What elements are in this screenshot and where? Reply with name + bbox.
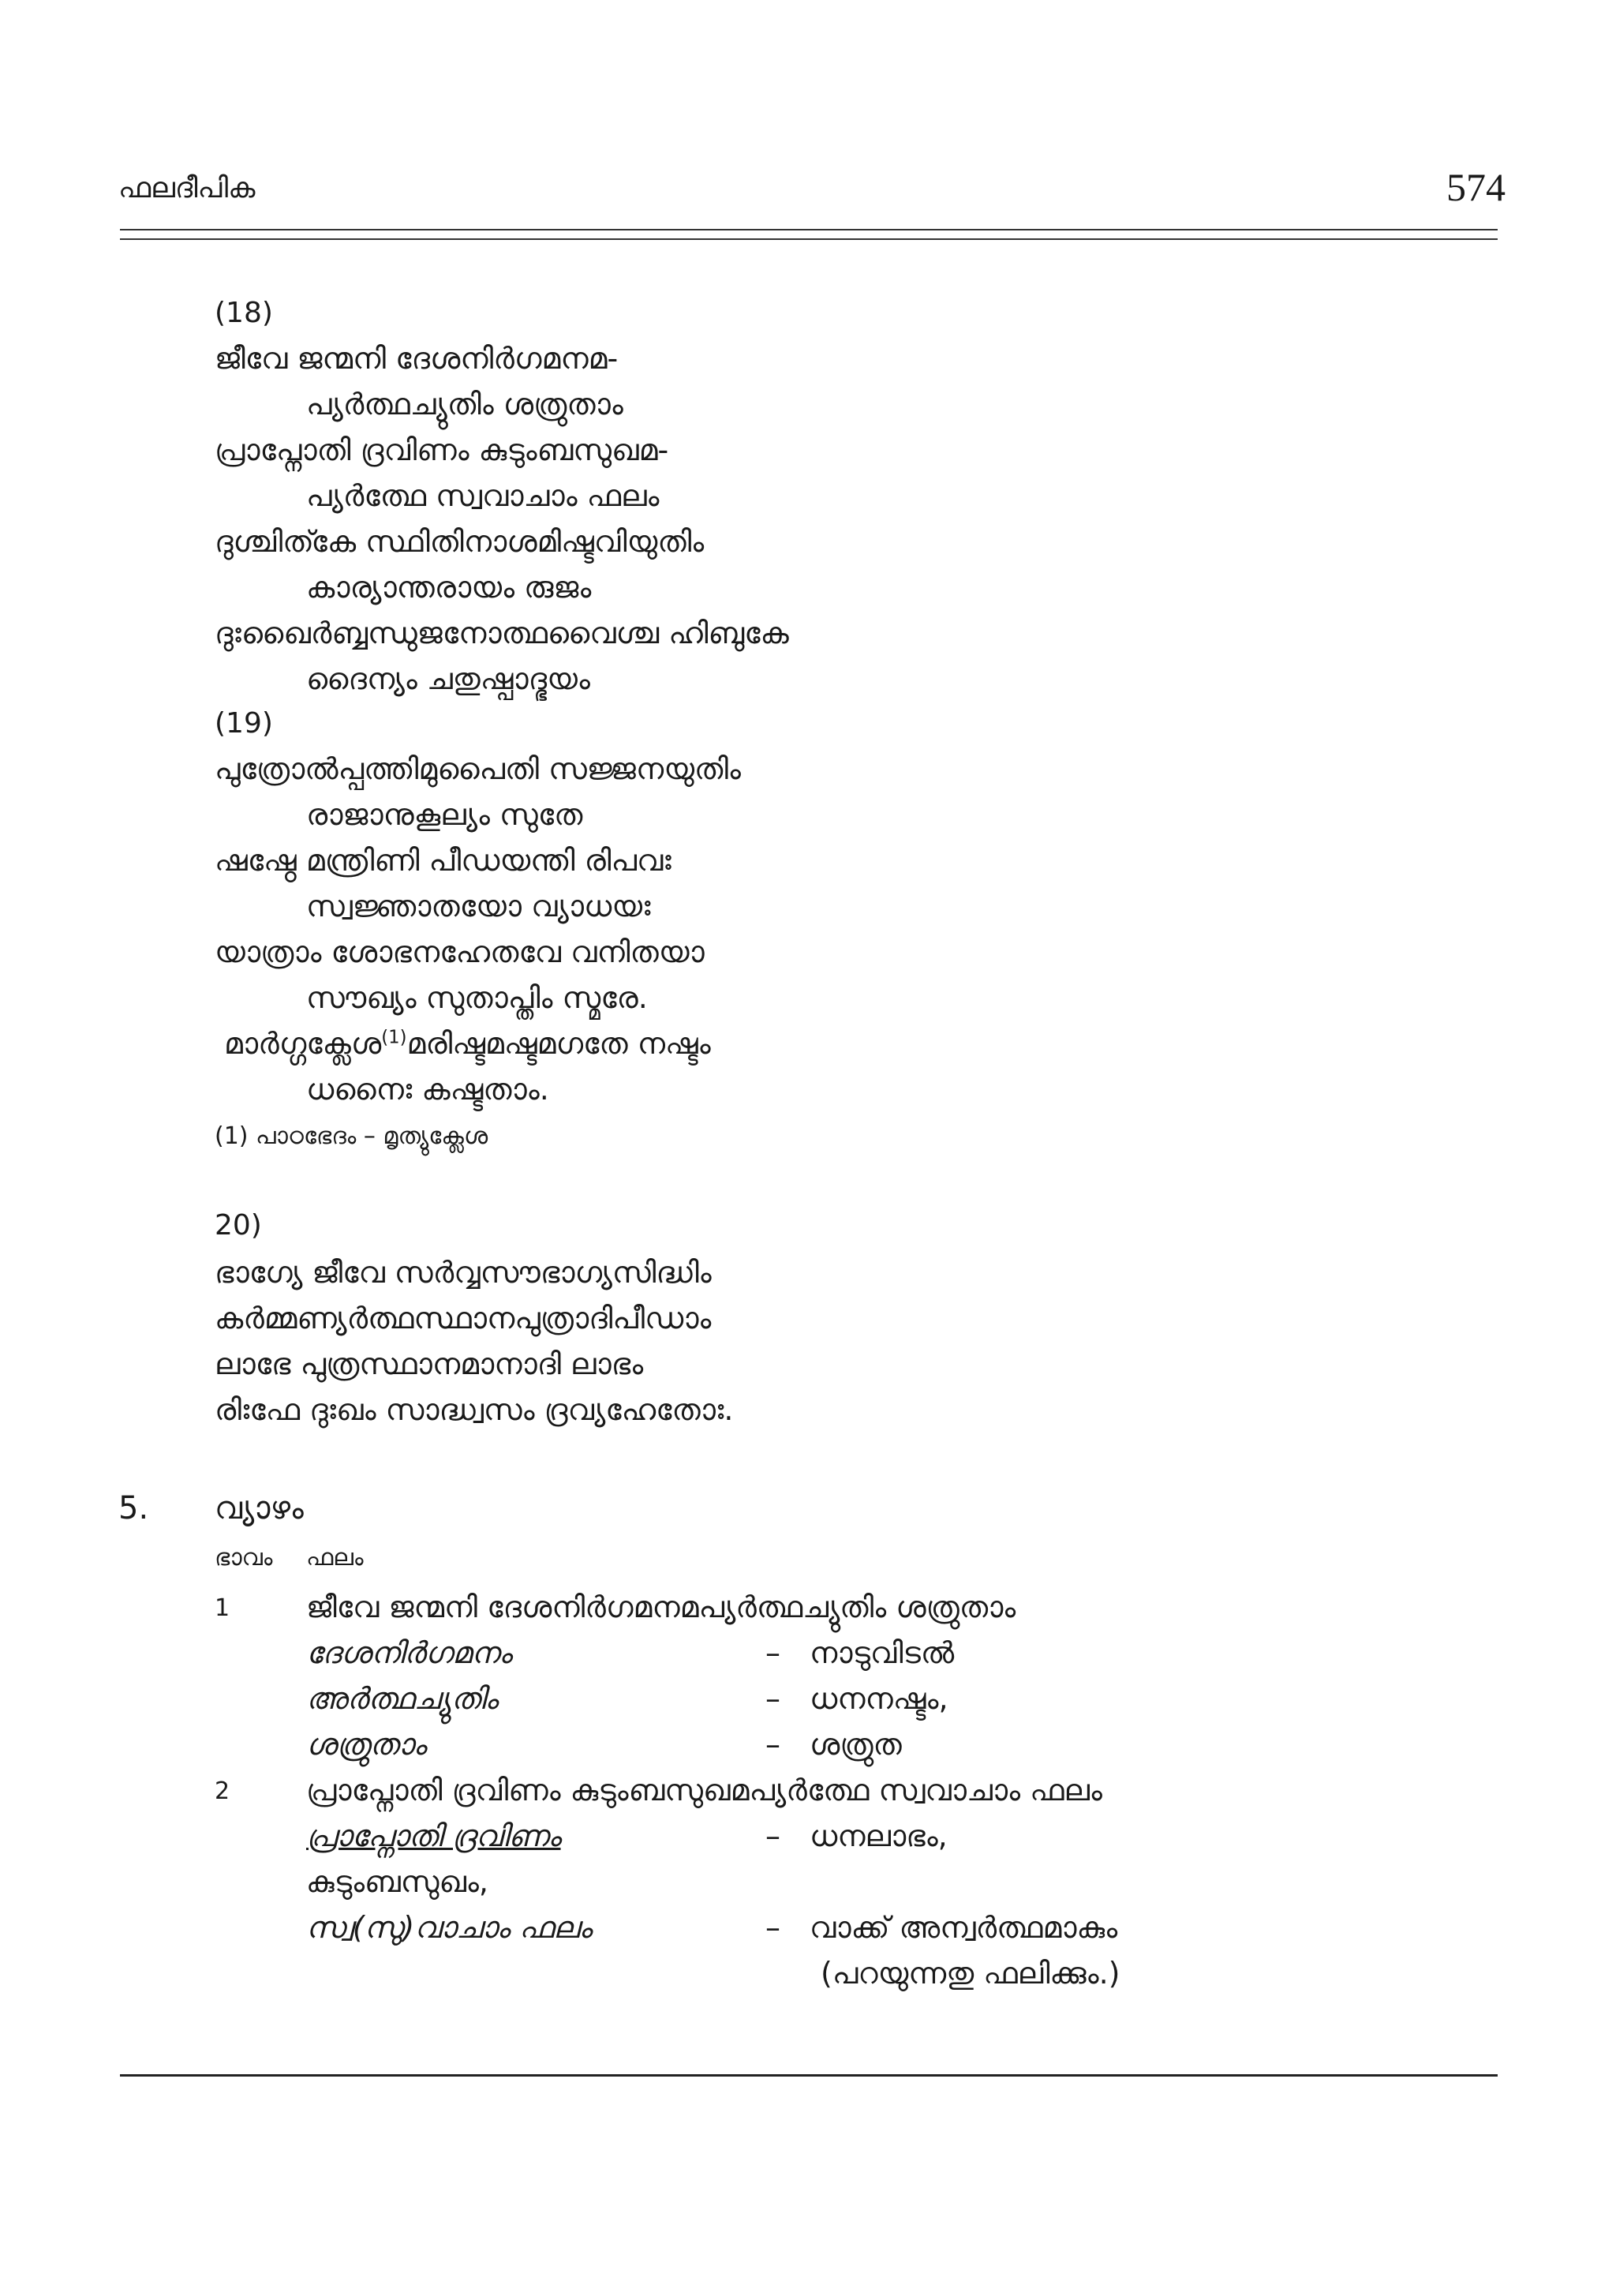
verse-line: സൗഖ്യം സുതാപ്തിം സ്മരേ. — [306, 980, 648, 1015]
meaning: ധനനഷ്ടം, — [810, 1681, 948, 1716]
section-number: 5. — [118, 1490, 149, 1526]
term: കുടുംബസുഖം, — [306, 1864, 488, 1899]
term: അർത്ഥച്യുതിം — [306, 1681, 498, 1716]
verse-line: കാര്യാന്തരായം രുജം — [306, 570, 592, 605]
dash: – — [765, 1635, 780, 1670]
meaning-continuation: (പറയുന്നതു ഫലിക്കും.) — [821, 1956, 1120, 1991]
verse-number-19: (19) — [215, 707, 273, 740]
verse-line: പുത്രോൽപ്പത്തിമുപൈതി സജ്ജനയുതിം — [215, 751, 741, 786]
entry-number-2: 2 — [215, 1777, 230, 1805]
dash: – — [765, 1681, 780, 1716]
term: ശത്രുതാം — [306, 1727, 426, 1762]
meaning: ധനലാഭം, — [810, 1818, 948, 1853]
dash: – — [765, 1727, 780, 1762]
verse-line-prefix: മാർഗ്ഗക്ലേശ — [224, 1026, 382, 1061]
term: ദേശനിർഗമനം — [306, 1635, 512, 1670]
term: പ്രാപ്നോതി ദ്രവിണം — [306, 1818, 561, 1853]
verse-line: രാജാനുകൂല്യം സുതേ — [306, 797, 583, 832]
verse-line: ദുഃഖൈർബ്ബന്ധുജനോത്ഥവൈശ്ച ഹിബുകേ — [215, 616, 789, 650]
verse-line: പ്യർത്ഥച്യുതിം ശത്രുതാം — [306, 387, 623, 421]
verse-line: ദുശ്ചിത്കേ സ്ഥിതിനാശമിഷ്ടവിയുതിം — [215, 524, 705, 559]
verse-line: പ്യർത്ഥേ സ്വവാചാം ഫലം — [306, 478, 660, 513]
entry-number-1: 1 — [215, 1594, 230, 1622]
verse-line: ഭാഗ്യേ ജീവേ സർവ്വസൗഭാഗ്യസിദ്ധിം — [215, 1255, 712, 1290]
header-rule-bottom — [120, 238, 1498, 240]
footer-rule — [120, 2074, 1498, 2077]
verse-line: ജീവേ ജന്മനി ദേശനിർഗമനമ- — [215, 341, 619, 376]
verse-line: സ്വജ്ഞാതയോ വ്യാധയഃ — [306, 889, 651, 923]
footnote: (1) പാഠഭേദം – മൃത്യുക്ലേശ — [215, 1122, 488, 1150]
verse-line: രിഃഫേ ദുഃഖം സാദ്ധ്വസം ദ്രവ്യഹേതോഃ. — [215, 1392, 734, 1427]
verse-line: ദൈന്യം ചതുഷ്പാദ്ഭയം — [306, 661, 590, 696]
verse-line-suffix: മരിഷ്ടമഷ്ടമഗതേ നഷ്ടം — [406, 1026, 711, 1061]
verse-line: ലാഭേ പുത്രസ്ഥാനമാനാദി ലാഭം — [215, 1347, 644, 1381]
entry-line: ജീവേ ജന്മനി ദേശനിർഗമനമപ്യർത്ഥച്യുതിം ശത്രുതാം — [306, 1590, 1016, 1624]
dash: – — [765, 1910, 780, 1945]
verse-line: യാത്രാം ശോഭനഹേതവേ വനിതയാ — [215, 935, 705, 969]
column-header-phalam: ഫലം — [306, 1544, 364, 1571]
dash: – — [765, 1818, 780, 1853]
page-number: 574 — [1446, 165, 1506, 209]
entry-line: പ്രാപ്നോതി ദ്രവിണം കുടുംബസുഖമപ്യർത്ഥേ സ്വവാചാം ഫലം — [306, 1773, 1102, 1807]
meaning: വാക്ക് അന്വർത്ഥമാകും — [810, 1910, 1118, 1945]
verse-line: ധനൈഃ കഷ്ടതാം. — [306, 1072, 549, 1107]
section-title: വ്യാഴം — [215, 1490, 304, 1526]
running-header-title: ഫലദീപിക — [118, 172, 256, 204]
meaning: ശത്രുത — [810, 1727, 902, 1762]
meaning: നാടുവിടൽ — [810, 1635, 955, 1670]
term: സ്വ(സു)വാചാം ഫലം — [306, 1910, 592, 1945]
verse-number-20: 20) — [215, 1209, 262, 1242]
verse-line: ഷഷ്ഠേ മന്ത്രിണി പീഡയന്തി രിപവഃ — [215, 843, 671, 878]
verse-line-with-footnote — [224, 1026, 711, 1062]
verse-line: പ്രാപ്നോതി ദ്രവിണം കുടുംബസുഖമ- — [215, 433, 669, 467]
column-header-bhavam: ഭാവം — [215, 1544, 273, 1571]
verse-line: കർമ്മണ്യർത്ഥസ്ഥാനപുത്രാദിപീഡാം — [215, 1301, 712, 1335]
header-rule-top — [120, 229, 1498, 230]
footnote-marker: (1) — [381, 1027, 407, 1048]
verse-number-18: (18) — [215, 297, 273, 329]
